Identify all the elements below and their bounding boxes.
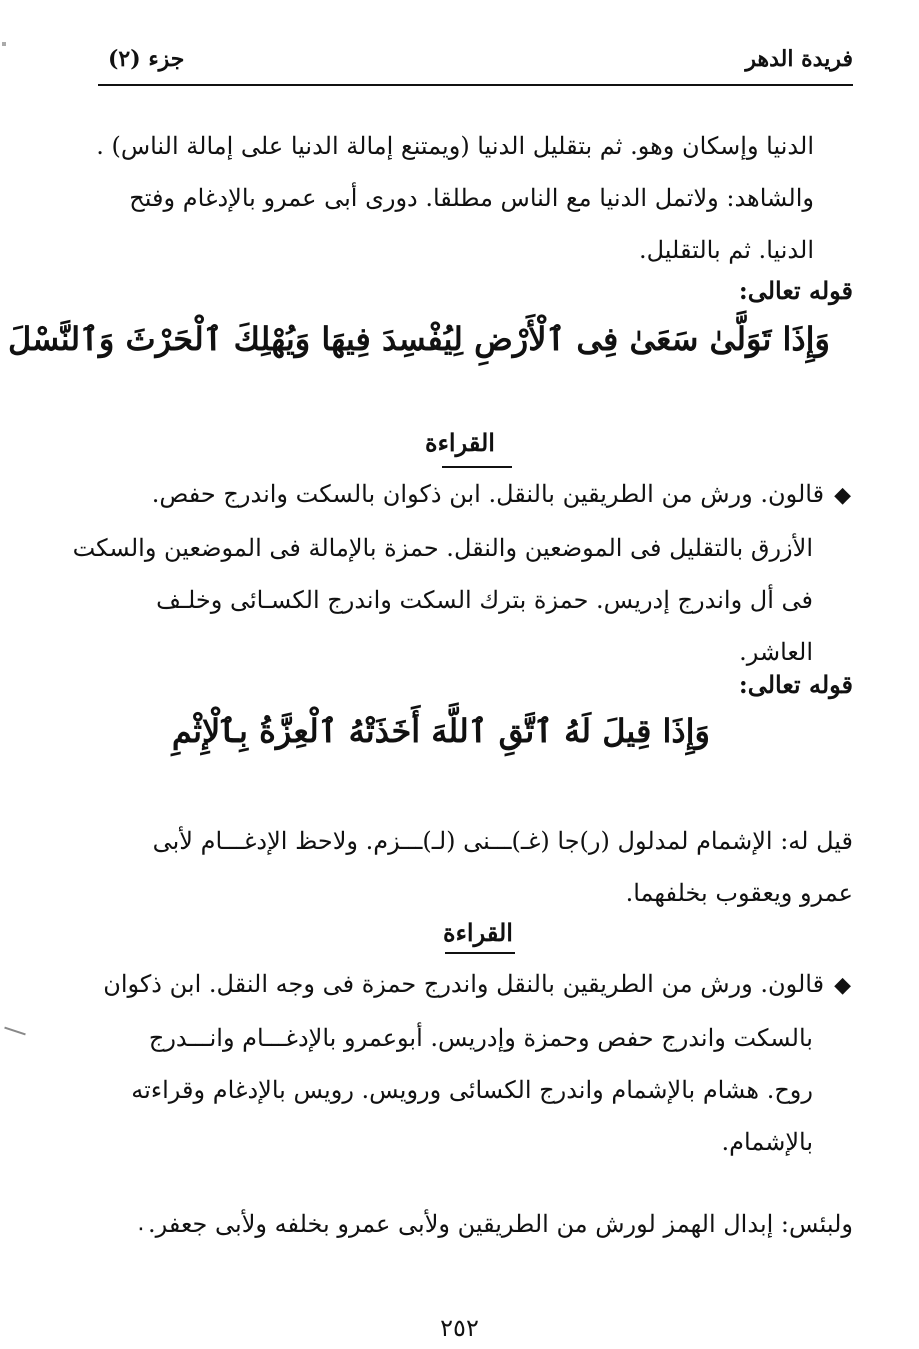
- quran-verse-1: وَإِذَا تَوَلَّىٰ سَعَىٰ فِى ٱلْأَرْضِ لِيُفْسِدَ فِيهَا وَيُهْلِكَ ٱلْحَرْثَ وَٱلنَّسْلَ: [7, 320, 830, 358]
- diamond-bullet-icon: ◆: [834, 483, 851, 508]
- text-line: عمرو ويعقوب بخلفهما.: [625, 879, 853, 907]
- text-line: ولبئس: إبدال الهمز لورش من الطريقين ولأبى عمرو بخلفه ولأبى جعفر.: [147, 1210, 853, 1238]
- text-span: قالون. ورش من الطريقين بالنقل واندرج حمزة فى وجه النقل. ابن ذكوان: [103, 970, 825, 998]
- scan-speck: [4, 1027, 26, 1036]
- quran-verse-2: وَإِذَا قِيلَ لَهُ ٱتَّقِ ٱللَّهَ أَخَذَتْهُ ٱلْعِزَّةُ بِٱلْإِثْمِ: [171, 712, 710, 750]
- text-line: بالسكت واندرج حفص وحمزة وإدريس. أبوعمرو بالإدغـــام وانـــدرج: [148, 1024, 813, 1052]
- note-paragraph: [103, 815, 853, 919]
- reading-paragraph-1: [72, 468, 851, 678]
- reading-paragraph-2: [101, 958, 851, 1168]
- text-line: العاشر.: [739, 638, 813, 666]
- text-line: [101, 958, 851, 1012]
- text-line: بالإشمام.: [721, 1128, 813, 1156]
- volume-label: جزء (٢): [108, 46, 185, 72]
- text-line: قيل له: الإشمام لمدلول (ر)جا (غـ)ـــنى (لـ)ـــزم. ولاحظ الإدغـــام لأبى: [152, 827, 853, 855]
- qawluhu-heading-2: قوله تعالى:: [738, 670, 853, 699]
- text-line: فى أل واندرج إدريس. حمزة بترك السكت واندرج الكسـائى وخلـف: [156, 586, 813, 614]
- reading-title-1: القراءة: [425, 428, 495, 457]
- scan-speck: [2, 42, 6, 46]
- reading-title-2: القراءة: [443, 918, 513, 947]
- text-line: الدنيا. ثم بالتقليل.: [638, 236, 814, 264]
- text-line: الدنيا وإسكان وهو. ثم بتقليل الدنيا (ويمتنع إمالة الدنيا على إمالة الناس) .: [96, 132, 814, 160]
- stray-mark: ٠: [135, 1216, 147, 1241]
- page-number: ٢٥٢: [440, 1314, 479, 1342]
- text-line: روح. هشام بالإشمام واندرج الكسائى ورويس. رويس بالإدغام وقراءته: [131, 1076, 813, 1104]
- text-line: والشاهد: ولاتمل الدنيا مع الناس مطلقا. دورى أبى عمرو بالإدغام وفتح: [129, 184, 814, 212]
- book-title: فريدة الدهر: [745, 46, 853, 72]
- reading-title-2-underline: [445, 952, 515, 954]
- text-line: الأزرق بالتقليل فى الموضعين والنقل. حمزة بالإمالة فى الموضعين والسكت: [72, 534, 813, 562]
- qawluhu-heading-1: قوله تعالى:: [738, 276, 853, 305]
- closing-paragraph: [147, 1198, 853, 1250]
- diamond-bullet-icon: ◆: [834, 973, 851, 998]
- text-span: قالون. ورش من الطريقين بالنقل. ابن ذكوان بالسكت واندرج حفص.: [151, 480, 825, 508]
- intro-paragraph: [96, 120, 814, 276]
- page-header: [98, 38, 853, 86]
- text-line: [106, 468, 851, 522]
